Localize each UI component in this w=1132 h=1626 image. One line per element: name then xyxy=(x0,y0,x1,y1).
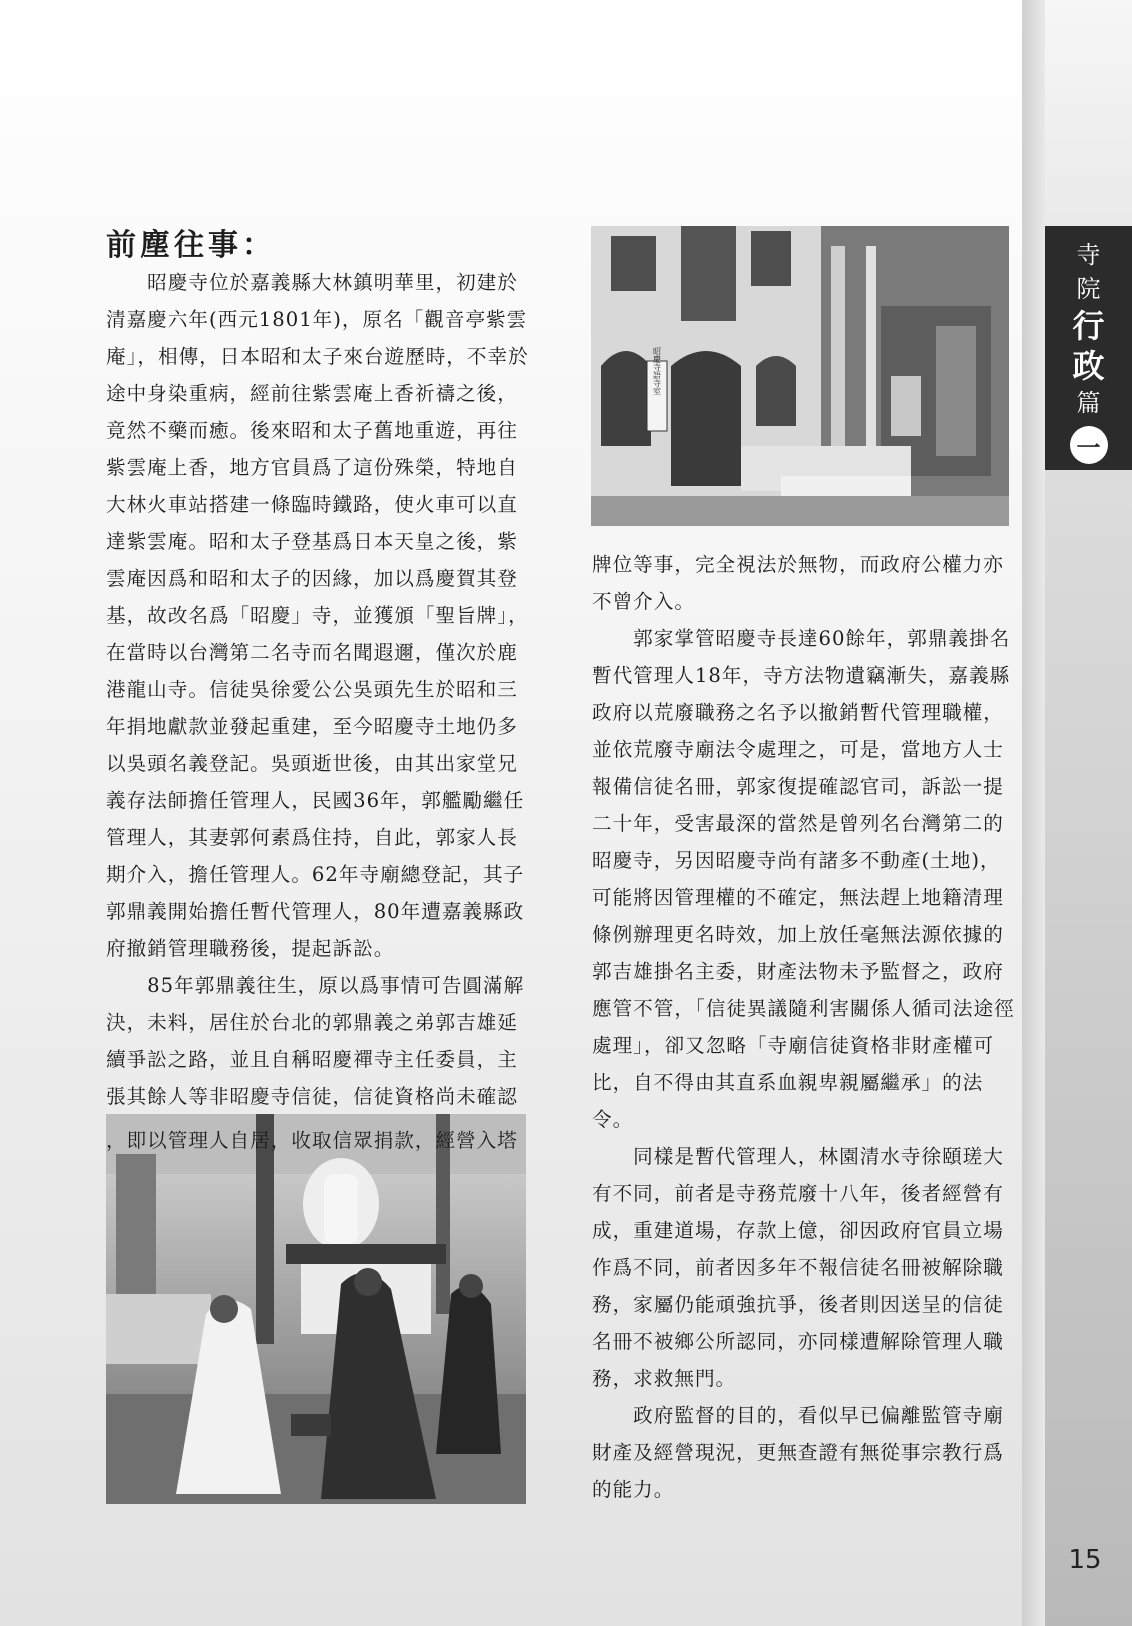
paragraph: 政府監督的目的，看似早已偏離監管寺廟財產及經營現況，更無查證有無從事宗教行爲的能力。 xyxy=(592,1404,1004,1501)
paragraph: ，即以管理人自居，收取信眾捐款，經營入塔 xyxy=(106,1129,518,1152)
temple-photo xyxy=(591,226,1009,526)
section-char-4: 政 xyxy=(1072,347,1105,385)
paragraph: 牌位等事，完全視法於無物，而政府公權力亦不曾介入。 xyxy=(592,553,1004,613)
worship-photo-illustration xyxy=(106,1114,526,1504)
gutter-strip xyxy=(1022,0,1045,1626)
section-char-5: 篇 xyxy=(1076,389,1101,417)
section-char-2: 院 xyxy=(1076,275,1101,303)
paragraph: 昭慶寺位於嘉義縣大林鎮明華里，初建於清嘉慶六年(西元1801年)，原名「觀音亭紫雲庵」，相傳，日本昭和太子來台遊歷時，不幸於途中身染重病，經前往紫雲庵上香祈禱之後，竟然不藥而癒。後來昭和太子舊地重遊，再往紫雲庵上香，地方官員爲了這份殊榮，特地自大林火車站搭建一條臨時鐵路，使火車可以直達紫雲庵。昭和太子登基爲日本天皇之後，紫雲庵因爲和昭和太子的因緣，加以爲慶賀其登基，故改名爲「昭慶」寺，並獲頒「聖旨牌」，在當時以台灣第二名寺而名聞遐邇，僅次於鹿港龍山寺。信徒吳徐愛公公吳頭先生於昭和三年捐地獻款並發起重建，至今昭慶寺土地仍多以吳頭名義登記。吳頭逝世後，由其出家堂兄義存法師擔任管理人，民國36年，郭艦勵繼任管理人，其妻郭何素爲住持，自此，郭家人長期介入，擔任管理人。62年寺廟總登記，其子郭鼎義開始擔任暫代管理人，80年遭嘉義縣政府撤銷管理職務後，提起訴訟。 xyxy=(106,271,529,960)
section-heading: 前塵往事： xyxy=(106,228,276,263)
section-char-1: 寺 xyxy=(1076,241,1101,269)
temple-photo-illustration xyxy=(591,226,1009,526)
section-number-badge: 一 xyxy=(1070,426,1108,464)
page-number: 15 xyxy=(1068,1545,1102,1575)
section-char-3: 行 xyxy=(1072,307,1105,345)
right-column-text xyxy=(592,546,1018,1508)
worship-photo xyxy=(106,1114,526,1504)
section-tab xyxy=(1045,226,1132,470)
left-column-text xyxy=(106,264,532,1115)
left-column-text-overlay xyxy=(106,1122,532,1159)
paragraph: 85年郭鼎義往生，原以爲事情可告圓滿解決，未料，居住於台北的郭鼎義之弟郭吉雄延續爭訟之路，並且自稱昭慶禪寺主任委員，主張其餘人等非昭慶寺信徒，信徒資格尚未確認 xyxy=(106,974,525,1108)
temple-sign: 昭慶寺語寺室 xyxy=(652,347,662,395)
paragraph: 郭家掌管昭慶寺長達60餘年，郭鼎義掛名暫代管理人18年，寺方法物遺竊漸失，嘉義縣政府以荒廢職務之名予以撤銷暫代管理職權，並依荒廢寺廟法令處理之，可是，當地方人士報備信徒名冊，郭家復提確認官司，訴訟一提二十年，受害最深的當然是曾列名台灣第二的昭慶寺，另因昭慶寺尚有諸多不動產(土地)，可能將因管理權的不確定，無法趕上地籍清理條例辦理更名時效，加上放任毫無法源依據的郭吉雄掛名主委，財產法物未予監督之，政府應管不管，「信徒異議隨利害關係人循司法途徑處理」，卻又忽略「寺廟信徒資格非財產權可比，自不得由其直系血親卑親屬繼承」的法令。 xyxy=(592,627,1015,1131)
paragraph: 同樣是暫代管理人，林園清水寺徐頤瑳大有不同，前者是寺務荒廢十八年，後者經營有成，重建道場，存款上億，卻因政府官員立場作爲不同，前者因多年不報信徒名冊被解除職務，家屬仍能頑強抗爭，後者則因送呈的信徒名冊不被鄉公所認同，亦同樣遭解除管理人職務，求救無門。 xyxy=(592,1145,1004,1390)
